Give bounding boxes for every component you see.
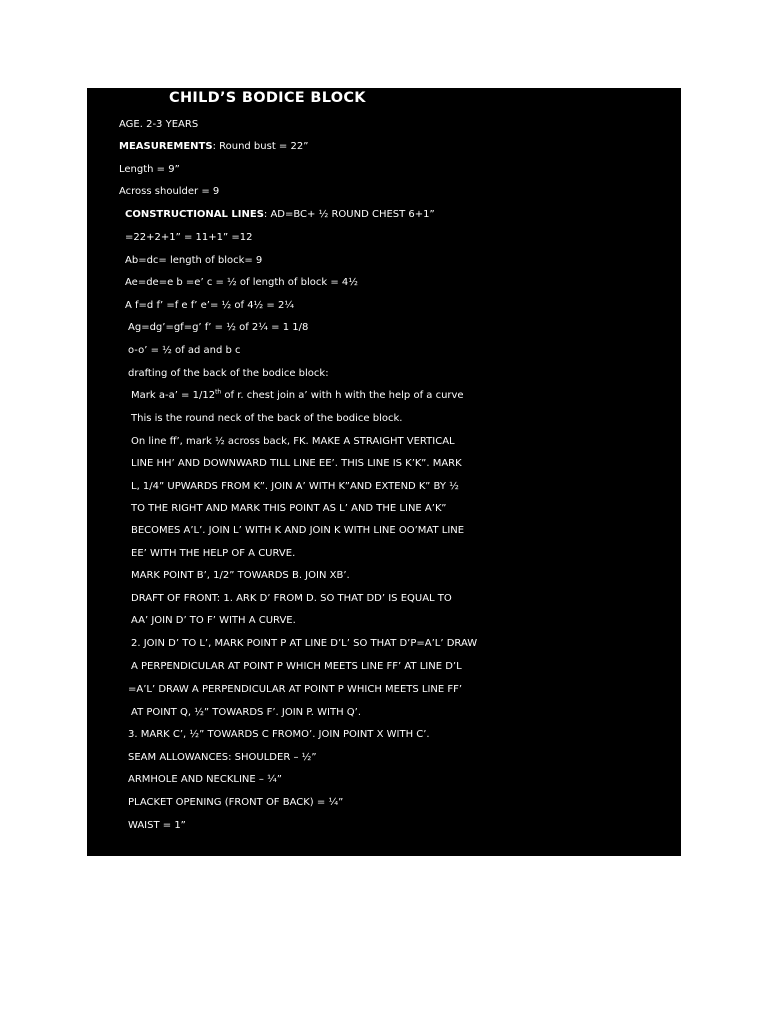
calc-line-6: o-o’ = ½ of ad and b c xyxy=(128,345,241,356)
mark-line-before: Mark a-a’ = 1/12 xyxy=(131,390,216,401)
seam-allowance-armhole: ARMHOLE AND NECKLINE – ¼” xyxy=(128,774,282,785)
body-line-7: EE’ WITH THE HELP OF A CURVE. xyxy=(131,548,296,559)
across-shoulder-line: Across shoulder = 9 xyxy=(119,186,220,197)
body-line-11: 2. JOIN D’ TO L’, MARK POINT P AT LINE D’L’ SO THAT D’P=A’L’ DRAW xyxy=(131,638,478,649)
mark-line-after: of r. chest join a’ with h with the help of a curve xyxy=(221,390,464,401)
constructional-value: : AD=BC+ ½ ROUND CHEST 6+1” xyxy=(263,209,435,220)
constructional-lines-line xyxy=(125,209,435,221)
measurements-label: MEASUREMENTS xyxy=(119,141,213,152)
body-line-15: 3. MARK C’, ½” TOWARDS C FROMO’. JOIN POINT X WITH C’. xyxy=(128,729,430,740)
body-line-10: AA’ JOIN D’ TO F’ WITH A CURVE. xyxy=(131,615,296,626)
body-line-4: L, 1/4” UPWARDS FROM K”. JOIN A’ WITH K”AND EXTEND K” BY ½ xyxy=(131,481,459,492)
body-line-2: On line ff’, mark ½ across back, FK. MAKE A STRAIGHT VERTICAL xyxy=(131,436,455,447)
body-line-13: =A’L’ DRAW A PERPENDICULAR AT POINT P WHICH MEETS LINE FF’ xyxy=(128,684,463,695)
calc-line-5: Ag=dg’=gf=g’ f’ = ½ of 2¼ = 1 1/8 xyxy=(128,322,309,333)
document-page xyxy=(87,88,681,856)
drafting-heading: drafting of the back of the bodice block: xyxy=(128,368,329,379)
measurements-line xyxy=(119,141,308,153)
calc-line-1: =22+2+1” = 11+1” =12 xyxy=(125,232,253,243)
body-line-5: TO THE RIGHT AND MARK THIS POINT AS L’ AND THE LINE A’K” xyxy=(131,503,447,514)
seam-allowance-placket: PLACKET OPENING (FRONT OF BACK) = ¼” xyxy=(128,797,344,808)
calc-line-3: Ae=de=e b =e’ c = ½ of length of block = 4½ xyxy=(125,277,358,288)
length-line: Length = 9” xyxy=(119,164,180,175)
calc-line-2: Ab=dc= length of block= 9 xyxy=(125,255,263,266)
body-line-8: MARK POINT B’, 1/2” TOWARDS B. JOIN XB’. xyxy=(131,570,350,581)
document-title: CHILD’S BODICE BLOCK xyxy=(169,90,366,106)
age-line: AGE. 2-3 YEARS xyxy=(119,119,199,130)
body-line-3: LINE HH’ AND DOWNWARD TILL LINE EE’. THIS LINE IS K’K”. MARK xyxy=(131,458,462,469)
measurements-value: : Round bust = 22” xyxy=(212,141,309,152)
mark-line-superscript: th xyxy=(215,388,222,396)
seam-allowance-waist: WAIST = 1” xyxy=(128,820,186,831)
mark-line xyxy=(131,390,464,402)
body-line-1: This is the round neck of the back of the bodice block. xyxy=(131,413,403,424)
body-line-14: AT POINT Q, ½” TOWARDS F’. JOIN P. WITH Q’. xyxy=(131,707,362,718)
calc-line-4: A f=d f’ =f e f’ e’= ½ of 4½ = 2¼ xyxy=(125,300,295,311)
seam-allowance-shoulder: SEAM ALLOWANCES: SHOULDER – ½” xyxy=(128,752,317,763)
constructional-label: CONSTRUCTIONAL LINES xyxy=(125,209,264,220)
body-line-12: A PERPENDICULAR AT POINT P WHICH MEETS LINE FF’ AT LINE D’L xyxy=(131,661,462,672)
body-line-9: DRAFT OF FRONT: 1. ARK D’ FROM D. SO THAT DD’ IS EQUAL TO xyxy=(131,593,452,604)
body-line-6: BECOMES A’L’. JOIN L’ WITH K AND JOIN K WITH LINE OO’MAT LINE xyxy=(131,525,465,536)
